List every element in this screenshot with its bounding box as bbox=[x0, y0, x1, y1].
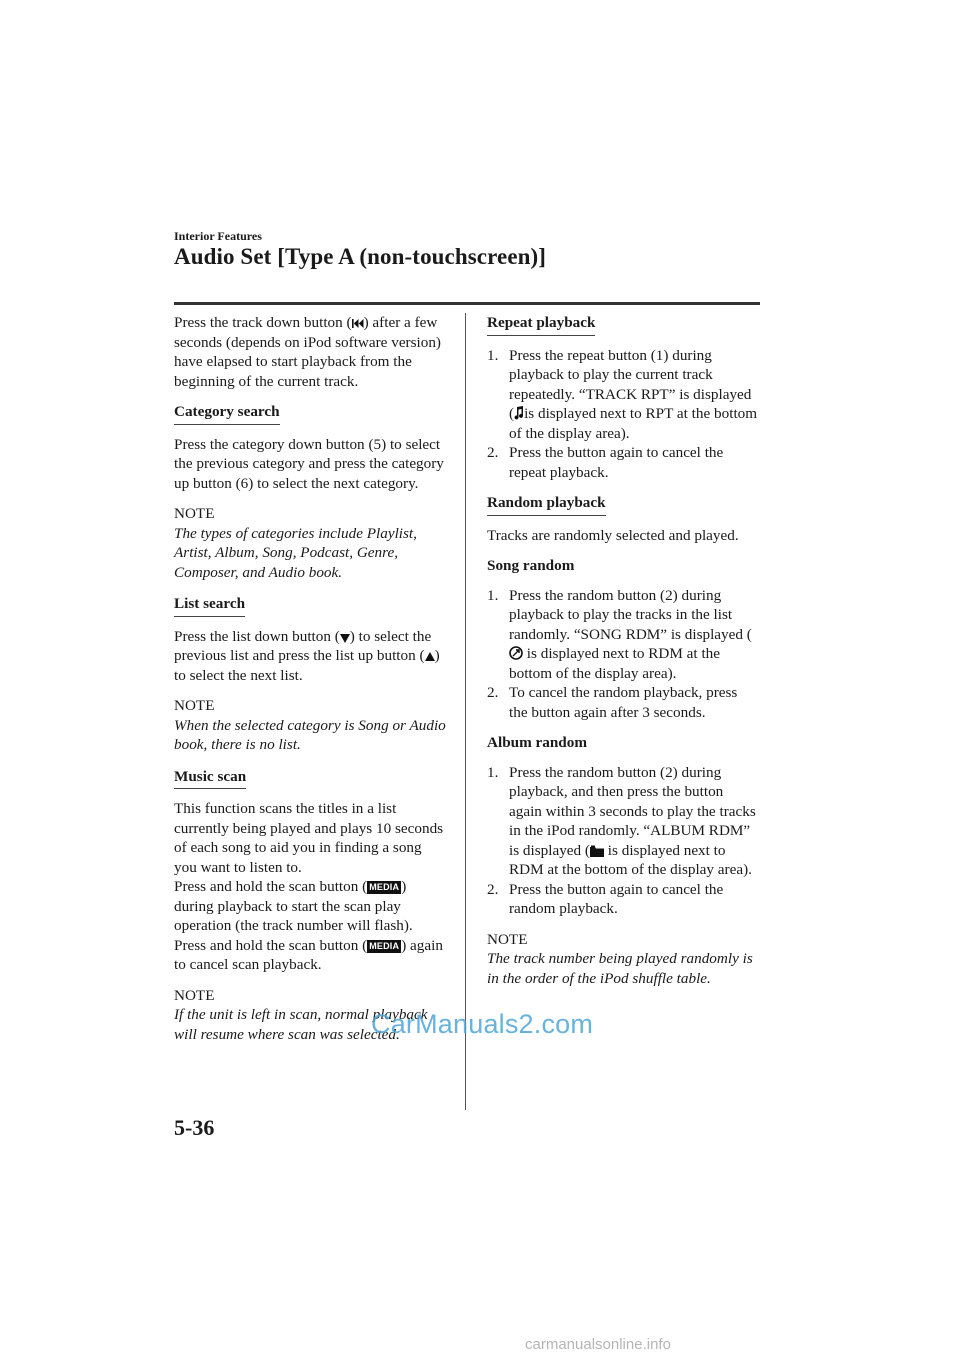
track-down-icon bbox=[352, 318, 364, 329]
music-scan-cancel: Press and hold the scan button ( MEDIA ) again to cancel scan playback. bbox=[174, 936, 443, 973]
list-up-icon bbox=[425, 652, 435, 662]
list-down-icon bbox=[340, 633, 350, 643]
song-random-steps bbox=[487, 586, 759, 723]
intro-paragraph: Press the track down button ( ) after a few seconds (depends on iPod software version) have elapsed to start playback from the beginning of the current track. bbox=[174, 314, 441, 390]
random-intro: Tracks are randomly selected and played. bbox=[487, 526, 739, 544]
note-shuffle bbox=[487, 930, 759, 989]
note-list bbox=[174, 696, 446, 755]
list-item: 1. Press the random button (2) during playback, and then press the button again within 3 seconds to play the tracks in the iPod randomly. “ALBUM RDM” is displayed ( is displayed next to RDM at the bottom of the display area). bbox=[487, 763, 756, 878]
music-note-icon bbox=[514, 406, 524, 420]
watermark: CarManuals2.com bbox=[371, 1009, 594, 1039]
list-search-body: Press the list down button ( ) to select the previous list and press the list up button ( ) to select the next list. bbox=[174, 627, 440, 684]
album-random-title: Album random bbox=[487, 734, 588, 751]
music-scan-start: Press and hold the scan button ( MEDIA ) during playback to start the scan play operation (the track number will flash). bbox=[174, 878, 413, 934]
repeat-steps bbox=[487, 346, 759, 483]
category-search-body: Press the category down button (5) to select the previous category and press the category up button (6) to select the next category. bbox=[174, 435, 444, 492]
folder-icon bbox=[590, 845, 604, 857]
note-text: The types of categories include Playlist, Artist, Album, Song, Podcast, Genre, Composer, and Audio book. bbox=[174, 524, 417, 581]
media-button-icon: MEDIA bbox=[369, 882, 400, 892]
music-scan-body: This function scans the titles in a list currently being played and plays 10 seconds of each song to aid you in finding a song you want to listen to. bbox=[174, 800, 444, 876]
shuffle-disc-icon bbox=[509, 646, 523, 660]
random-playback-heading: Random playback bbox=[487, 493, 606, 516]
column-divider bbox=[465, 313, 466, 1110]
page-number: 5-36 bbox=[174, 1115, 215, 1140]
note-text: If the unit is left in scan, normal playback will resume where scan was selected. bbox=[174, 1006, 428, 1043]
section-label: Interior Features bbox=[174, 229, 262, 243]
right-column bbox=[487, 313, 759, 1000]
media-button-icon: MEDIA bbox=[369, 940, 400, 951]
song-random-title: Song random bbox=[487, 557, 575, 574]
note-text: When the selected category is Song or Audio book, there is no list. bbox=[174, 716, 446, 753]
note-categories bbox=[174, 504, 446, 582]
list-search-heading: List search bbox=[174, 594, 245, 617]
list-item: 2. Press the button again to cancel the random playback. bbox=[487, 880, 724, 917]
note-text: The track number being played randomly is in the order of the iPod shuffle table. bbox=[487, 950, 753, 987]
list-item: 1. Press the repeat button (1) during playback to play the current track repeatedly. “TRACK RPT” is displayed ( is displayed next to RPT at the bottom of the display area). bbox=[487, 346, 758, 442]
category-search-heading: Category search bbox=[174, 402, 280, 425]
note-label: NOTE bbox=[174, 505, 215, 522]
left-column bbox=[174, 313, 446, 1056]
repeat-playback-heading: Repeat playback bbox=[487, 313, 595, 336]
title-rule bbox=[174, 302, 760, 305]
note-label: NOTE bbox=[174, 697, 215, 714]
note-label: NOTE bbox=[487, 930, 528, 948]
album-random-steps bbox=[487, 763, 759, 919]
list-item: 2. To cancel the random playback, press the button again after 3 seconds. bbox=[487, 684, 738, 721]
music-scan-heading: Music scan bbox=[174, 767, 246, 790]
note-label: NOTE bbox=[174, 986, 215, 1004]
list-item: 2. Press the button again to cancel the repeat playback. bbox=[487, 444, 724, 481]
page-title: Audio Set [Type A (non-touchscreen)] bbox=[174, 244, 547, 269]
footer-watermark: carmanualsonline.info bbox=[525, 1336, 671, 1353]
list-item: 1. Press the random button (2) during playback to play the tracks in the list randomly. “SONG RDM” is displayed ( is displayed next to RDM at the bottom of the display area). bbox=[487, 586, 752, 682]
